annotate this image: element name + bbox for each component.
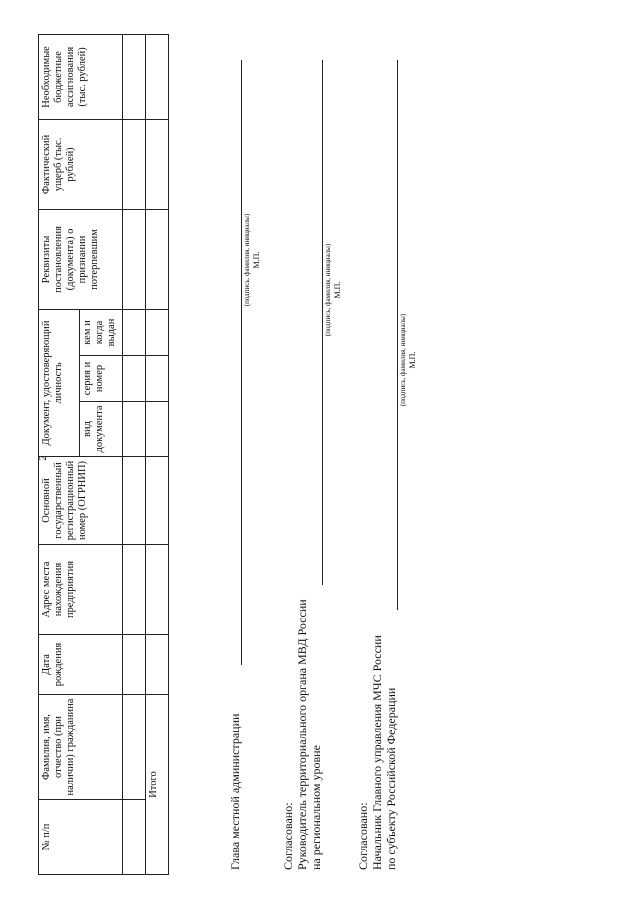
table-cell: [123, 635, 146, 695]
header-doc-type: вид документа: [80, 402, 123, 457]
header-num: № п/п: [39, 800, 123, 875]
table-row: [123, 34, 146, 874]
header-damage: Фактический ущерб (тыс. рублей): [39, 119, 123, 209]
table-cell: [123, 402, 146, 457]
mchs-mp: М.П.: [408, 351, 417, 369]
table-cell: [123, 34, 146, 119]
table-cell: [123, 309, 146, 355]
mvd-title-line1: Руководитель территориального органа МВД России: [295, 599, 309, 870]
table-cell: [146, 34, 169, 119]
mchs-title-line2: по субъекту Российской Федерации: [384, 687, 398, 870]
header-address: Адрес места нахождения предприятия: [39, 545, 123, 635]
mvd-signature-line: [322, 60, 323, 585]
table-cell: [123, 209, 146, 309]
total-row: [146, 34, 169, 874]
table-cell: [146, 402, 169, 457]
head-mp: М.П.: [252, 251, 261, 269]
head-title: Глава местной администрации: [228, 713, 242, 870]
header-doc-issued: кем и когда выдан: [80, 309, 123, 355]
table-cell: [123, 695, 146, 800]
mchs-agreed: Согласовано:: [356, 802, 370, 870]
rotated-sheet: [38, 35, 613, 875]
header-budget: Необходимые бюджетные ассигнования (тыс. рублей): [39, 34, 123, 119]
table-cell: [146, 309, 169, 355]
table-cell: [146, 545, 169, 635]
head-signature-line: [241, 60, 242, 665]
table-cell: [123, 457, 146, 545]
table-cell: [146, 635, 169, 695]
table-cell: [123, 800, 146, 875]
table-cell: [146, 457, 169, 545]
table-cell: [123, 545, 146, 635]
mchs-signature-line: [397, 60, 398, 610]
mvd-caption: (подпись, фамилия, инициалы): [324, 243, 332, 337]
header-doc-series: серия и номер: [80, 356, 123, 402]
head-caption: (подпись, фамилия, инициалы): [243, 213, 251, 307]
mchs-title-line1: Начальник Главного управления МЧС России: [370, 635, 384, 870]
header-document: Документ, удостоверяющий личность: [39, 309, 80, 456]
page-number: 2: [36, 455, 49, 461]
mvd-mp: М.П.: [333, 281, 342, 299]
mvd-title-line2: на региональном уровне: [309, 745, 323, 870]
mvd-agreed: Согласовано:: [281, 802, 295, 870]
header-fio: Фамилия, имя, отчество (при наличии) гражданина: [39, 695, 123, 800]
table-cell: [146, 119, 169, 209]
header-ogrnip: Основной государственный регистрационный номер (ОГРНИП): [39, 457, 123, 545]
total-label: Итого: [146, 695, 169, 875]
table-cell: [123, 356, 146, 402]
victims-table: [38, 34, 169, 875]
table-cell: [146, 209, 169, 309]
table-cell: [146, 356, 169, 402]
mchs-caption: (подпись, фамилия, инициалы): [399, 313, 407, 407]
table-cell: [123, 119, 146, 209]
header-birth: Дата рождения: [39, 635, 123, 695]
header-requisites: Реквизиты постановления (документа) о признании потерпевшим: [39, 209, 123, 309]
